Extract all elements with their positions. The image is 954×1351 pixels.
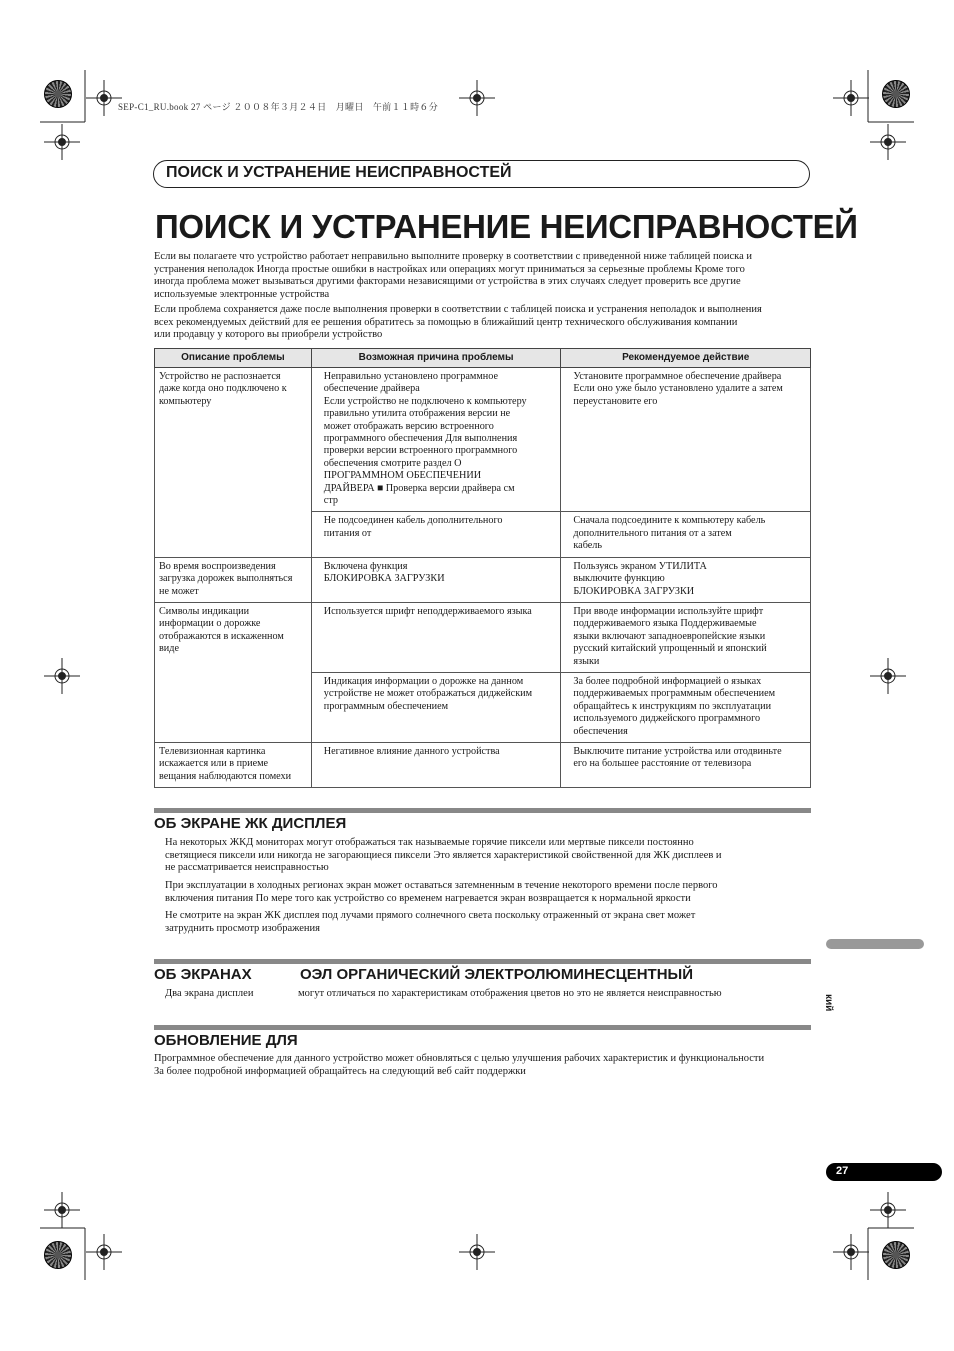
oel-paragraph-part-2: могут отличаться по характеристикам отображения цветов но это не является неисправностью (298, 988, 722, 999)
update-paragraph: Программное обеспечение для данного устройство может обновляться с целью улучшения рабочих характеристик и функциональности За более подробной информацией обращайтесь на следующий веб сайт поддержки (154, 1053, 765, 1077)
column-header: Рекомендуемое действие (561, 349, 811, 368)
action-cell: При вводе информации используйте шрифт поддерживаемого языка Поддерживаемые языки включают западноевропейские языки русский китайский упрощенный и японский языки (561, 602, 811, 672)
update-heading: ОБНОВЛЕНИЕ ДЛЯ (154, 1032, 298, 1049)
cause-cell: Индикация информации о дорожке на данном устройстве не может отображаться диджейским программным обеспечением (311, 672, 561, 742)
intro-paragraph-1: Если вы полагаете что устройство работает неправильно выполните проверку в соответствии с приведенной ниже таблицей поиска и устранения неполадок Иногда простые ошибки в настройках или операциях могут приниматься за серьезные проблемы Кроме того иногда проблема может вызываться другими факторами независящими от устройства в этих случаях следует проверить все другие используемые электронные устройства (154, 251, 753, 300)
cause-cell: Не подсоединен кабель дополнительного питания от (311, 512, 561, 557)
cause-cell: Неправильно установлено программное обеспечение драйвера Если устройство не подключено к компьютеру правильно утилита отображения версии не может отображать версию встроенного программного обеспечения Для выполнения проверки версии встроенного программного обеспечения смотрите раздел О ПРОГРАММНОМ ОБЕСПЕЧЕНИИ ДРАЙВЕРА ■ Проверка версии драйвера см стр (311, 368, 561, 512)
action-cell: Установите программное обеспечение драйвера Если оно уже было установлено удалите а затем переустановите его (561, 368, 811, 512)
action-cell: Сначала подсоедините к компьютеру кабель дополнительного питания от а затем кабель (561, 512, 811, 557)
troubleshooting-table (154, 348, 811, 788)
lcd-paragraph-2: При эксплуатации в холодных регионах экран может оставаться затемненным в течение некоторого времени после первого включения питания По мере того как устройство со временем нагревается экран возвращается к нормальной яркости (165, 880, 718, 904)
cause-cell: Негативное влияние данного устройства (311, 742, 561, 787)
lcd-paragraph-3: Не смотрите на экран ЖК дисплея под лучами прямого солнечного света поскольку отраженный от экрана свет может затруднить просмотр изображения (165, 910, 696, 934)
problem-cell: Телевизионная картинка искажается или в приеме вещания наблюдаются помехи (155, 742, 312, 787)
section-title: ПОИСК И УСТРАНЕНИЕ НЕИСПРАВНОСТЕЙ (166, 164, 512, 181)
oel-paragraph-part-1: Два экрана дисплеи (165, 988, 254, 999)
section-divider (154, 1025, 811, 1030)
column-header: Возможная причина проблемы (311, 349, 561, 368)
table-row (155, 557, 811, 602)
section-divider (154, 959, 811, 964)
side-tab (826, 939, 924, 949)
table-row (155, 368, 811, 512)
oel-heading-part-2: ОЭЛ ОРГАНИЧЕСКИЙ ЭЛЕКТРОЛЮМИНЕСЦЕНТНЫЙ (300, 966, 694, 983)
table-row (155, 602, 811, 672)
action-cell: Выключите питание устройства или отодвиньте его на большее расстояние от телевизора (561, 742, 811, 787)
problem-cell: Символы индикации информации о дорожке отображаются в искаженном виде (155, 602, 312, 742)
page-number: 27 (836, 1165, 849, 1177)
lcd-heading: ОБ ЭКРАНЕ ЖК ДИСПЛЕЯ (154, 815, 347, 832)
problem-cell: Во время воспроизведения загрузка дорожек выполняться не может (155, 557, 312, 602)
lcd-paragraph-1: На некоторых ЖКД мониторах могут отображаться так называемые горячие пиксели или мертвые пиксели постоянно светящиеся пиксели или никогда не загорающиеся пиксели Это является характеристикой свойственной для ЖК дисплеев и не рассматривается неисправностью (165, 837, 722, 874)
oel-heading-part-1: ОБ ЭКРАНАХ (154, 966, 252, 983)
page-title: ПОИСК И УСТРАНЕНИЕ НЕИСПРАВНОСТЕЙ (155, 208, 858, 245)
problem-cell: Устройство не распознается даже когда оно подключено к компьютеру (155, 368, 312, 558)
action-cell: За более подробной информацией о языках поддерживаемых программным обеспечением обращайтесь к инструкциям по эксплуатации используемого диджейского программного обеспечения (561, 672, 811, 742)
section-divider (154, 808, 811, 813)
section-header (153, 160, 810, 188)
cause-cell: Используется шрифт неподдерживаемого языка (311, 602, 561, 672)
column-header: Описание проблемы (155, 349, 312, 368)
cause-cell: Включена функция БЛОКИРОВКА ЗАГРУЗКИ (311, 557, 561, 602)
intro-paragraph-2: Если проблема сохраняется даже после выполнения проверки в соответствии с таблицей поиска и устранения неполадок и выполнения всех рекомендуемых действий для ее решения обратитесь за помощью в ближайший центр технического обслуживания компании или продавцу у которого вы приобрели устройство (154, 304, 762, 341)
action-cell: Пользуясь экраном УТИЛИТА выключите функцию БЛОКИРОВКА ЗАГРУЗКИ (561, 557, 811, 602)
print-header-line: SEP-C1_RU.book 27 ページ ２００８年３月２４日 月曜日 午前１１時６分 (118, 102, 439, 112)
table-header-row (155, 349, 811, 368)
page-number-tab (826, 1163, 942, 1181)
table-row (155, 742, 811, 787)
side-language-label: кий (823, 994, 834, 1012)
